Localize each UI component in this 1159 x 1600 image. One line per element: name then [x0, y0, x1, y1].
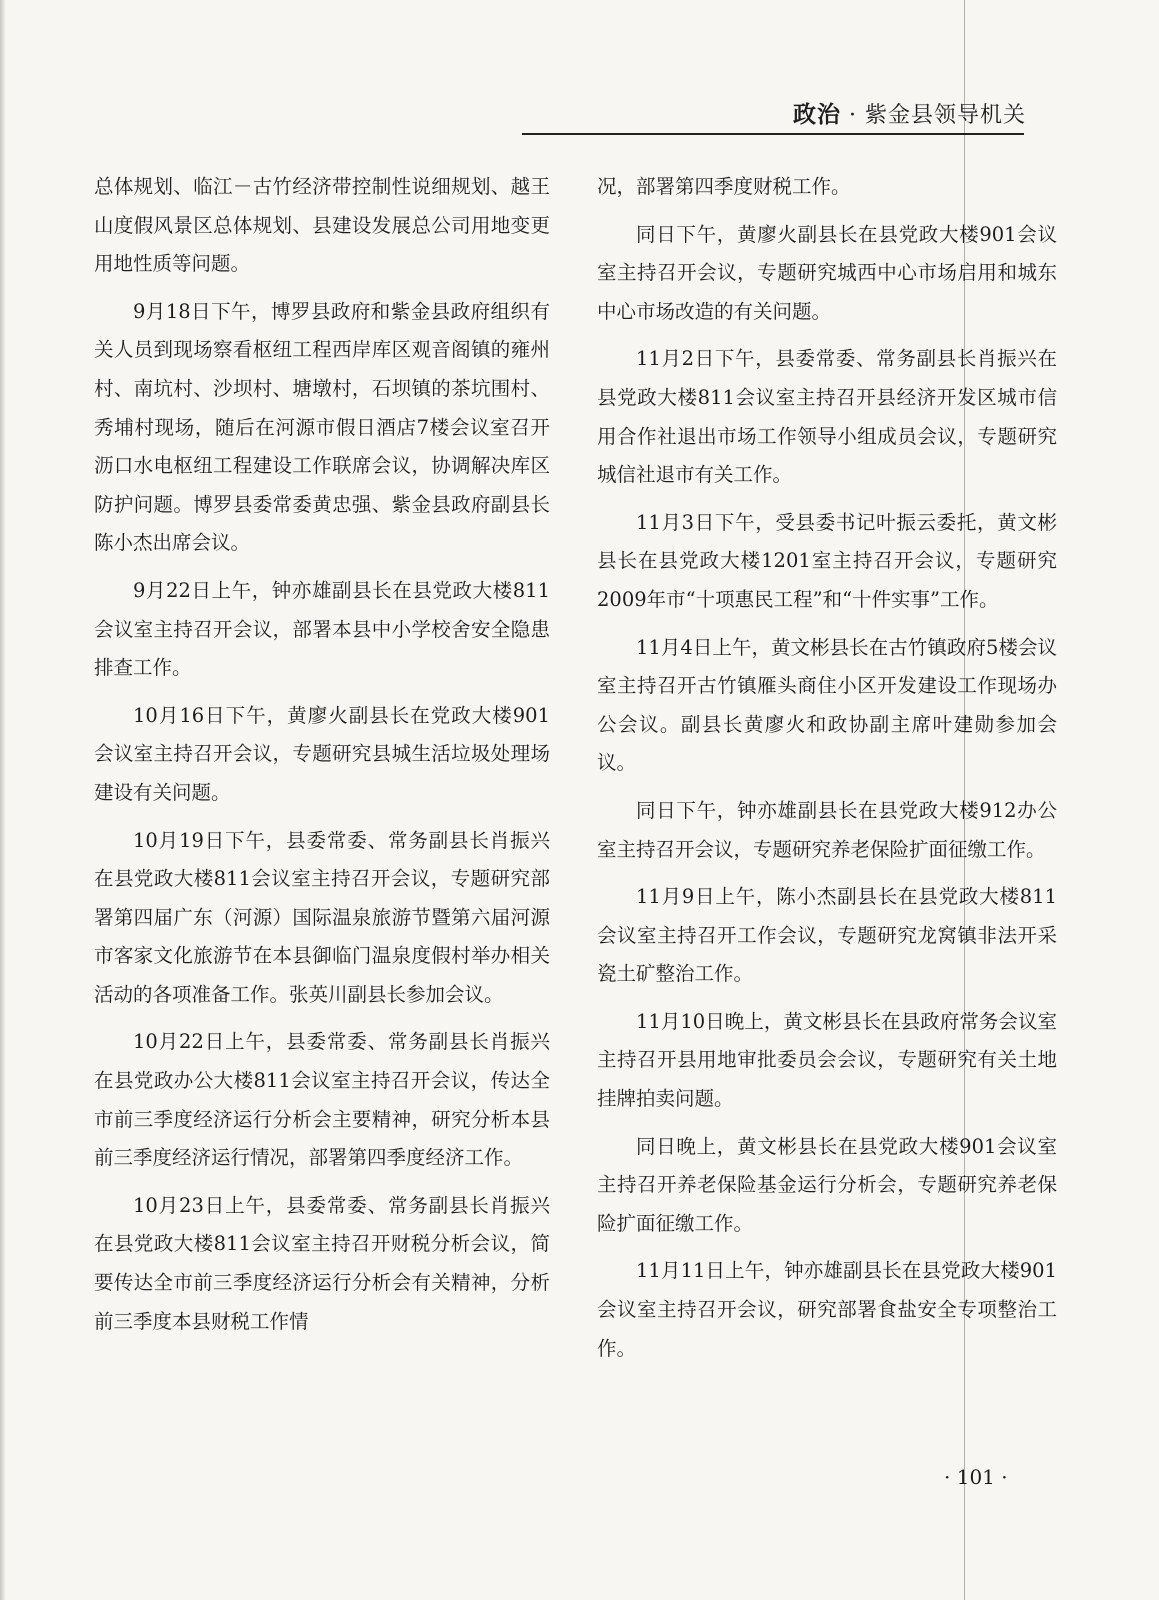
paragraph: 11月2日下午，县委常委、常务副县长肖振兴在县党政大楼811会议室主持召开县经济开发区城市信用合作社退出市场工作领导小组成员会议，专题研究城信社退市有关工作。	[597, 347, 1057, 487]
page-number: · 101 ·	[944, 1465, 1008, 1489]
left-column	[94, 168, 550, 1350]
paragraph: 10月23日上午，县委常委、常务副县长肖振兴在县党政大楼811会议室主持召开财税分析会议，简要传达全市前三季度经济运行分析会有关精神，分析前三季度本县财税工作情	[94, 1193, 550, 1333]
paragraph: 11月11日上午，钟亦雄副县长在县党政大楼901会议室主持召开会议，研究部署食盐安全专项整治工作。	[597, 1259, 1057, 1360]
paragraph: 10月22日上午，县委常委、常务副县长肖振兴在县党政办公大楼811会议室主持召开会议，传达全市前三季度经济运行分析会主要精神，研究分析本县前三季度经济运行情况，部署第四季度经济工作。	[94, 1030, 550, 1170]
paragraph: 10月16日下午，黄廖火副县长在党政大楼901会议室主持召开会议，专题研究县城生活垃圾处理场建设有关问题。	[94, 703, 550, 804]
header-subsection: 紫金县领导机关	[864, 103, 1026, 128]
paragraph: 10月19日下午，县委常委、常务副县长肖振兴在县党政大楼811会议室主持召开会议，专题研究部署第四届广东（河源）国际温泉旅游节暨第六届河源市客家文化旅游节在本县御临门温泉度假村举办相关活动的各项准备工作。张英川副县长参加会议。	[94, 828, 550, 1006]
header-section: 政治	[792, 101, 841, 128]
scan-fold-line	[964, 0, 965, 1600]
right-column	[597, 168, 1057, 1377]
paragraph: 9月18日下午，博罗县政府和紫金县政府组织有关人员到现场察看枢纽工程西岸库区观音阁镇的雍州村、南坑村、沙坝村、塘墩村，石坝镇的茶坑围村、秀埔村现场，随后在河源市假日酒店7楼会议室召开沥口水电枢纽工程建设工作联席会议，协调解决库区防护问题。博罗县委常委黄忠强、紫金县政府副县长陈小杰出席会议。	[94, 299, 550, 555]
paragraph: 11月3日下午，受县委书记叶振云委托，黄文彬县长在县党政大楼1201室主持召开会议，专题研究2009年市“十项惠民工程”和“十件实事”工作。	[597, 510, 1057, 611]
paragraph: 况，部署第四季度财税工作。	[597, 175, 851, 198]
running-header	[793, 96, 1026, 129]
paragraph: 同日晚上，黄文彬县长在县党政大楼901会议室主持召开养老保险基金运行分析会，专题研究养老保险扩面征缴工作。	[597, 1134, 1057, 1235]
scan-edge	[0, 0, 6, 1600]
paragraph: 11月9日上午，陈小杰副县长在县党政大楼811会议室主持召开工作会议，专题研究龙窝镇非法开采瓷土矿整治工作。	[597, 885, 1057, 986]
paragraph: 9月22日上午，钟亦雄副县长在县党政大楼811会议室主持召开会议，部署本县中小学校舍安全隐患排查工作。	[94, 578, 550, 680]
header-rule	[522, 133, 1024, 135]
paragraph: 同日下午，黄廖火副县长在县党政大楼901会议室主持召开会议，专题研究城西中心市场启用和城东中心市场改造的有关问题。	[597, 222, 1057, 323]
header-separator: ·	[848, 103, 857, 128]
paragraph: 总体规划、临江－古竹经济带控制性说细规划、越王山度假风景区总体规划、县建设发展总公司用地变更用地性质等问题。	[94, 175, 550, 276]
paragraph: 11月4日上午，黄文彬县长在古竹镇政府5楼会议室主持召开古竹镇雁头商住小区开发建设工作现场办公会议。副县长黄廖火和政协副主席叶建勋参加会议。	[597, 635, 1057, 775]
paragraph: 11月10日晚上，黄文彬县长在县政府常务会议室主持召开县用地审批委员会会议，专题研究有关土地挂牌拍卖问题。	[597, 1009, 1057, 1111]
paragraph: 同日下午，钟亦雄副县长在县党政大楼912办公室主持召开会议，专题研究养老保险扩面征缴工作。	[597, 798, 1057, 861]
